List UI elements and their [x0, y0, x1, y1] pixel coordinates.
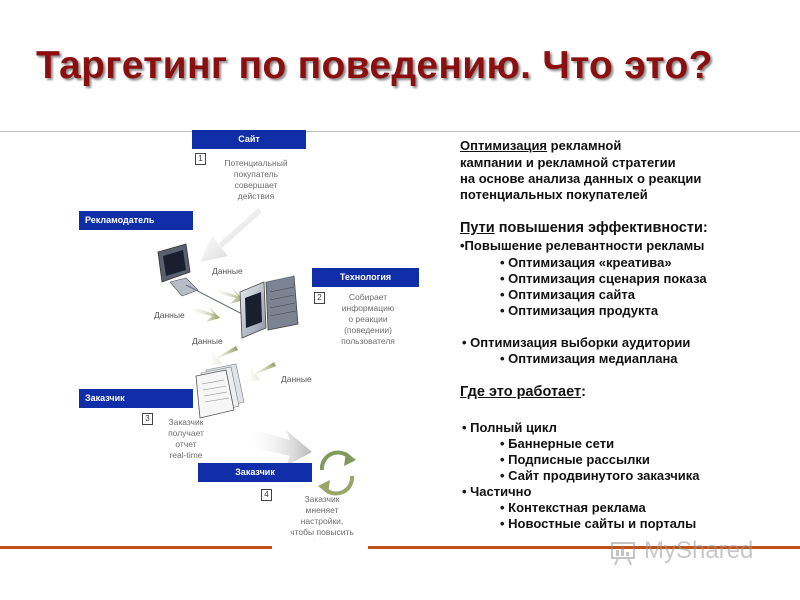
step1-text: Потенциальный покупатель совершает действия — [224, 158, 288, 201]
data-label: Данные — [212, 266, 243, 276]
arrow-site-to-user — [200, 208, 262, 262]
step2-text: Собирает информацию о реакции (поведении) пользователя — [341, 292, 395, 346]
customer-label-2: Заказчик — [198, 463, 312, 482]
bullet-full-cycle: • Полный цикл — [462, 420, 557, 435]
data-arrow-icon — [244, 362, 276, 382]
data-label: Данные — [281, 374, 312, 384]
advertiser-label: Рекламодатель — [79, 211, 193, 230]
ways-heading: Пути повышения эффективности: — [460, 220, 708, 236]
optimization-line: кампании и рекламной стратегии — [460, 155, 676, 170]
step4-text: Заказчик мненяет настройки, чтобы повысить — [290, 494, 354, 537]
bullet-relevance: •Повышение релевантности рекламы — [460, 238, 705, 253]
data-arrow-icon — [188, 306, 220, 322]
sub-bullet: • Баннерные сети — [500, 436, 615, 451]
sub-bullet: • Новостные сайты и порталы — [500, 516, 697, 531]
step-number: 3 — [142, 413, 153, 425]
technology-label: Технология — [312, 268, 419, 287]
where-heading: Где это работает: — [460, 384, 586, 400]
sub-bullet: • Контекстная реклама — [500, 500, 646, 515]
optimization-line: потенциальных покупателей — [460, 187, 648, 202]
bullet-audience: • Оптимизация выборки аудитории — [462, 335, 691, 350]
divider-gap — [272, 540, 368, 554]
page-title: Таргетинг по поведению. Что это? — [36, 44, 713, 87]
report-document-icon — [196, 364, 244, 418]
sub-bullet: • Оптимизация сценария показа — [500, 271, 707, 286]
data-label: Данные — [192, 336, 223, 346]
customer-label: Заказчик — [79, 389, 193, 408]
watermark-text: MyShared — [644, 537, 754, 564]
data-arrow-icon — [206, 346, 238, 366]
step-number: 4 — [261, 489, 272, 501]
data-label: Данные — [154, 310, 185, 320]
presentation-board-icon — [610, 540, 638, 566]
bullet-partial: • Частично — [462, 484, 532, 499]
optimization-heading: Оптимизация рекламной — [460, 138, 622, 153]
data-arrow-icon — [212, 288, 244, 304]
server-icon — [240, 276, 298, 338]
step-number: 2 — [314, 292, 325, 304]
optimization-line: на основе анализа данных о реакции — [460, 171, 702, 186]
site-label: Сайт — [192, 130, 306, 149]
sub-bullet: • Сайт продвинутого заказчика — [500, 468, 700, 483]
step-number: 1 — [195, 153, 206, 165]
sub-bullet: • Оптимизация сайта — [500, 287, 636, 302]
step3-text: Заказчик получает отчет real-time — [168, 417, 204, 460]
sub-bullet: • Оптимизация медиаплана — [500, 351, 678, 366]
arrow-report-to-customer — [246, 428, 312, 466]
sub-bullet: • Оптимизация продукта — [500, 303, 659, 318]
sub-bullet: • Оптимизация «креатива» — [500, 255, 672, 270]
cycle-icon — [318, 452, 356, 494]
sub-bullet: • Подписные рассылки — [500, 452, 650, 467]
